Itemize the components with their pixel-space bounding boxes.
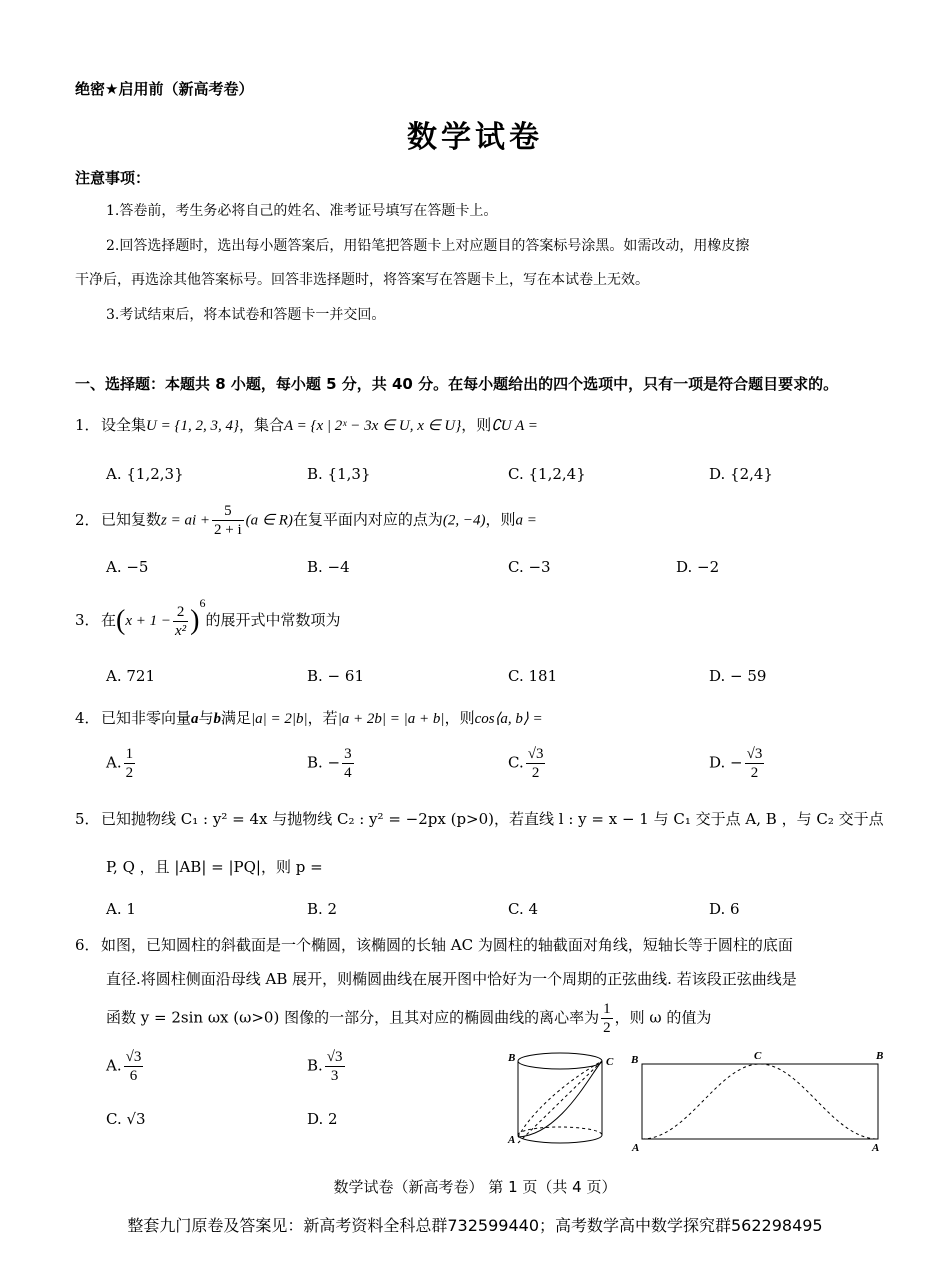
question-5-line-2: P, Q ，且 |AB| = |PQ|，则 p = bbox=[106, 858, 323, 876]
ellipse-section-back bbox=[518, 1061, 602, 1137]
notice-item-3: 3.考试结束后，将本试卷和答题卡一并交回。 bbox=[106, 307, 386, 323]
question-number: 5． bbox=[75, 810, 100, 828]
q4-option-d: D. − $\frac{√3}{2}$ bbox=[709, 746, 763, 781]
notice-item-1: 1.答卷前，考生务必将自己的姓名、准考证号填写在答题卡上。 bbox=[106, 203, 498, 219]
label-a-left: A bbox=[632, 1142, 640, 1154]
question-6-line-2: 直径.将圆柱侧面沿母线 AB 展开，则椭圆曲线在展开图中恰好为一个周期的正弦曲线. 若该段正弦曲线是 bbox=[106, 970, 797, 988]
cylinder-bottom-front bbox=[518, 1135, 602, 1143]
question-number: 4． bbox=[75, 709, 100, 727]
footer-note: 整套九门原卷及答案见：新高考资料全科总群732599440；高考数学高中数学探究群562298495 bbox=[127, 1216, 823, 1235]
top-label: 绝密★启用前（新高考卷） bbox=[75, 80, 254, 98]
question-5: 5．已知抛物线 C₁ : y² = 4x 与抛物线 C₂ : y² = −2px (p>0)，若直线 l : y = x − 1 与 C₁ 交于点 A, B ，与 C₂ 交于点 bbox=[75, 810, 884, 828]
label-a-right: A bbox=[872, 1142, 880, 1154]
page-title: 数学试卷 bbox=[407, 120, 543, 155]
q3-option-a: A. 721 bbox=[106, 667, 155, 685]
q4-option-a: A. $\frac{1}{2}$ bbox=[106, 746, 134, 781]
q1-option-d: D. {2,4} bbox=[709, 465, 773, 483]
question-6-line-3: 函数 y = 2sin ωx (ω>0) 图像的一部分，且其对应的椭圆曲线的离心率为 $\frac{1}{2}$ ，则 ω 的值为 bbox=[106, 1001, 712, 1036]
q5-option-a: A. 1 bbox=[106, 900, 136, 918]
question-number: 1． bbox=[75, 416, 100, 434]
cylinder-figure bbox=[500, 1045, 620, 1155]
label-c-top: C bbox=[754, 1050, 762, 1062]
q1-option-b: B. {1,3} bbox=[307, 465, 371, 483]
question-6: 6．如图，已知圆柱的斜截面是一个椭圆，该椭圆的长轴 AC 为圆柱的轴截面对角线，短轴长等于圆柱的底面 bbox=[75, 936, 793, 954]
q2-option-a: A. −5 bbox=[106, 558, 149, 576]
ellipse-section-front bbox=[518, 1061, 602, 1137]
cylinder-bottom-back bbox=[518, 1127, 602, 1135]
cylinder-diagonal bbox=[518, 1061, 602, 1143]
question-number: 3． bbox=[75, 611, 100, 629]
q3-option-c: C. 181 bbox=[508, 667, 558, 685]
q6-option-c: C. √3 bbox=[106, 1110, 146, 1128]
question-2: 2．已知复数z = ai + $\frac{5}{2 + i}$ (a ∈ R)在复平面内对应的点为(2, −4)，则a = bbox=[75, 503, 537, 538]
q4-option-b: B. − $\frac{3}{4}$ bbox=[307, 746, 352, 781]
question-3: 3．在(x + 1 − $\frac{2}{\text{x²}}$ )$^6$的展开式中常数项为 bbox=[75, 596, 341, 639]
notice-item-2-line-1: 2.回答选择题时，选出每小题答案后，用铅笔把答题卡上对应题目的答案标号涂黑。如需改动，用橡皮擦 bbox=[106, 238, 750, 254]
unrolled-sine-figure bbox=[628, 1045, 890, 1155]
label-c: C bbox=[606, 1056, 614, 1068]
q2-option-b: B. −4 bbox=[307, 558, 350, 576]
question-1: 1．设全集U = {1, 2, 3, 4}，集合A = {x | 2ˣ − 3x ∈ U, x ∈ U}，则∁U A = bbox=[75, 416, 538, 434]
sine-curve bbox=[642, 1064, 878, 1139]
fraction: $\frac{5}{2 + i}$ bbox=[214, 503, 242, 538]
q6-option-a: A. $\frac{√3}{6}$ bbox=[106, 1049, 142, 1084]
label-b-right: B bbox=[876, 1050, 884, 1062]
page-footer: 数学试卷（新高考卷） 第 1 页（共 4 页） bbox=[333, 1178, 617, 1196]
q6-option-b: B. $\frac{√3}{3}$ bbox=[307, 1049, 343, 1084]
q5-option-d: D. 6 bbox=[709, 900, 740, 918]
q1-option-a: A. {1,2,3} bbox=[106, 465, 184, 483]
label-a: A bbox=[508, 1134, 516, 1146]
notice-item-2-line-2: 干净后，再选涂其他答案标号。回答非选择题时，将答案写在答题卡上，写在本试卷上无效。 bbox=[75, 272, 649, 288]
q2-option-c: C. −3 bbox=[508, 558, 551, 576]
q2-option-d: D. −2 bbox=[676, 558, 720, 576]
label-b: B bbox=[508, 1052, 516, 1064]
q3-option-d: D. − 59 bbox=[709, 667, 767, 685]
question-number: 6． bbox=[75, 936, 100, 954]
section-heading: 一、选择题：本题共 8 小题，每小题 5 分，共 40 分。在每小题给出的四个选项中，只有一项是符合题目要求的。 bbox=[75, 375, 839, 393]
q4-option-c: C. $\frac{√3}{2}$ bbox=[508, 746, 544, 781]
q5-option-c: C. 4 bbox=[508, 900, 539, 918]
unrolled-rectangle bbox=[642, 1064, 878, 1139]
label-b-left: B bbox=[631, 1054, 639, 1066]
question-number: 2． bbox=[75, 510, 100, 529]
question-4: 4．已知非零向量a与b满足|a| = 2|b|，若|a + 2b| = |a + b|，则cos⟨a, b⟩ = bbox=[75, 709, 543, 727]
q1-option-c: C. {1,2,4} bbox=[508, 465, 586, 483]
notice-heading: 注意事项： bbox=[75, 169, 151, 187]
q6-option-d: D. 2 bbox=[307, 1110, 338, 1128]
q5-option-b: B. 2 bbox=[307, 900, 338, 918]
q3-option-b: B. − 61 bbox=[307, 667, 364, 685]
cylinder-top-ellipse bbox=[518, 1053, 602, 1069]
fraction: $\frac{2}{\text{x²}}$ bbox=[175, 603, 187, 639]
